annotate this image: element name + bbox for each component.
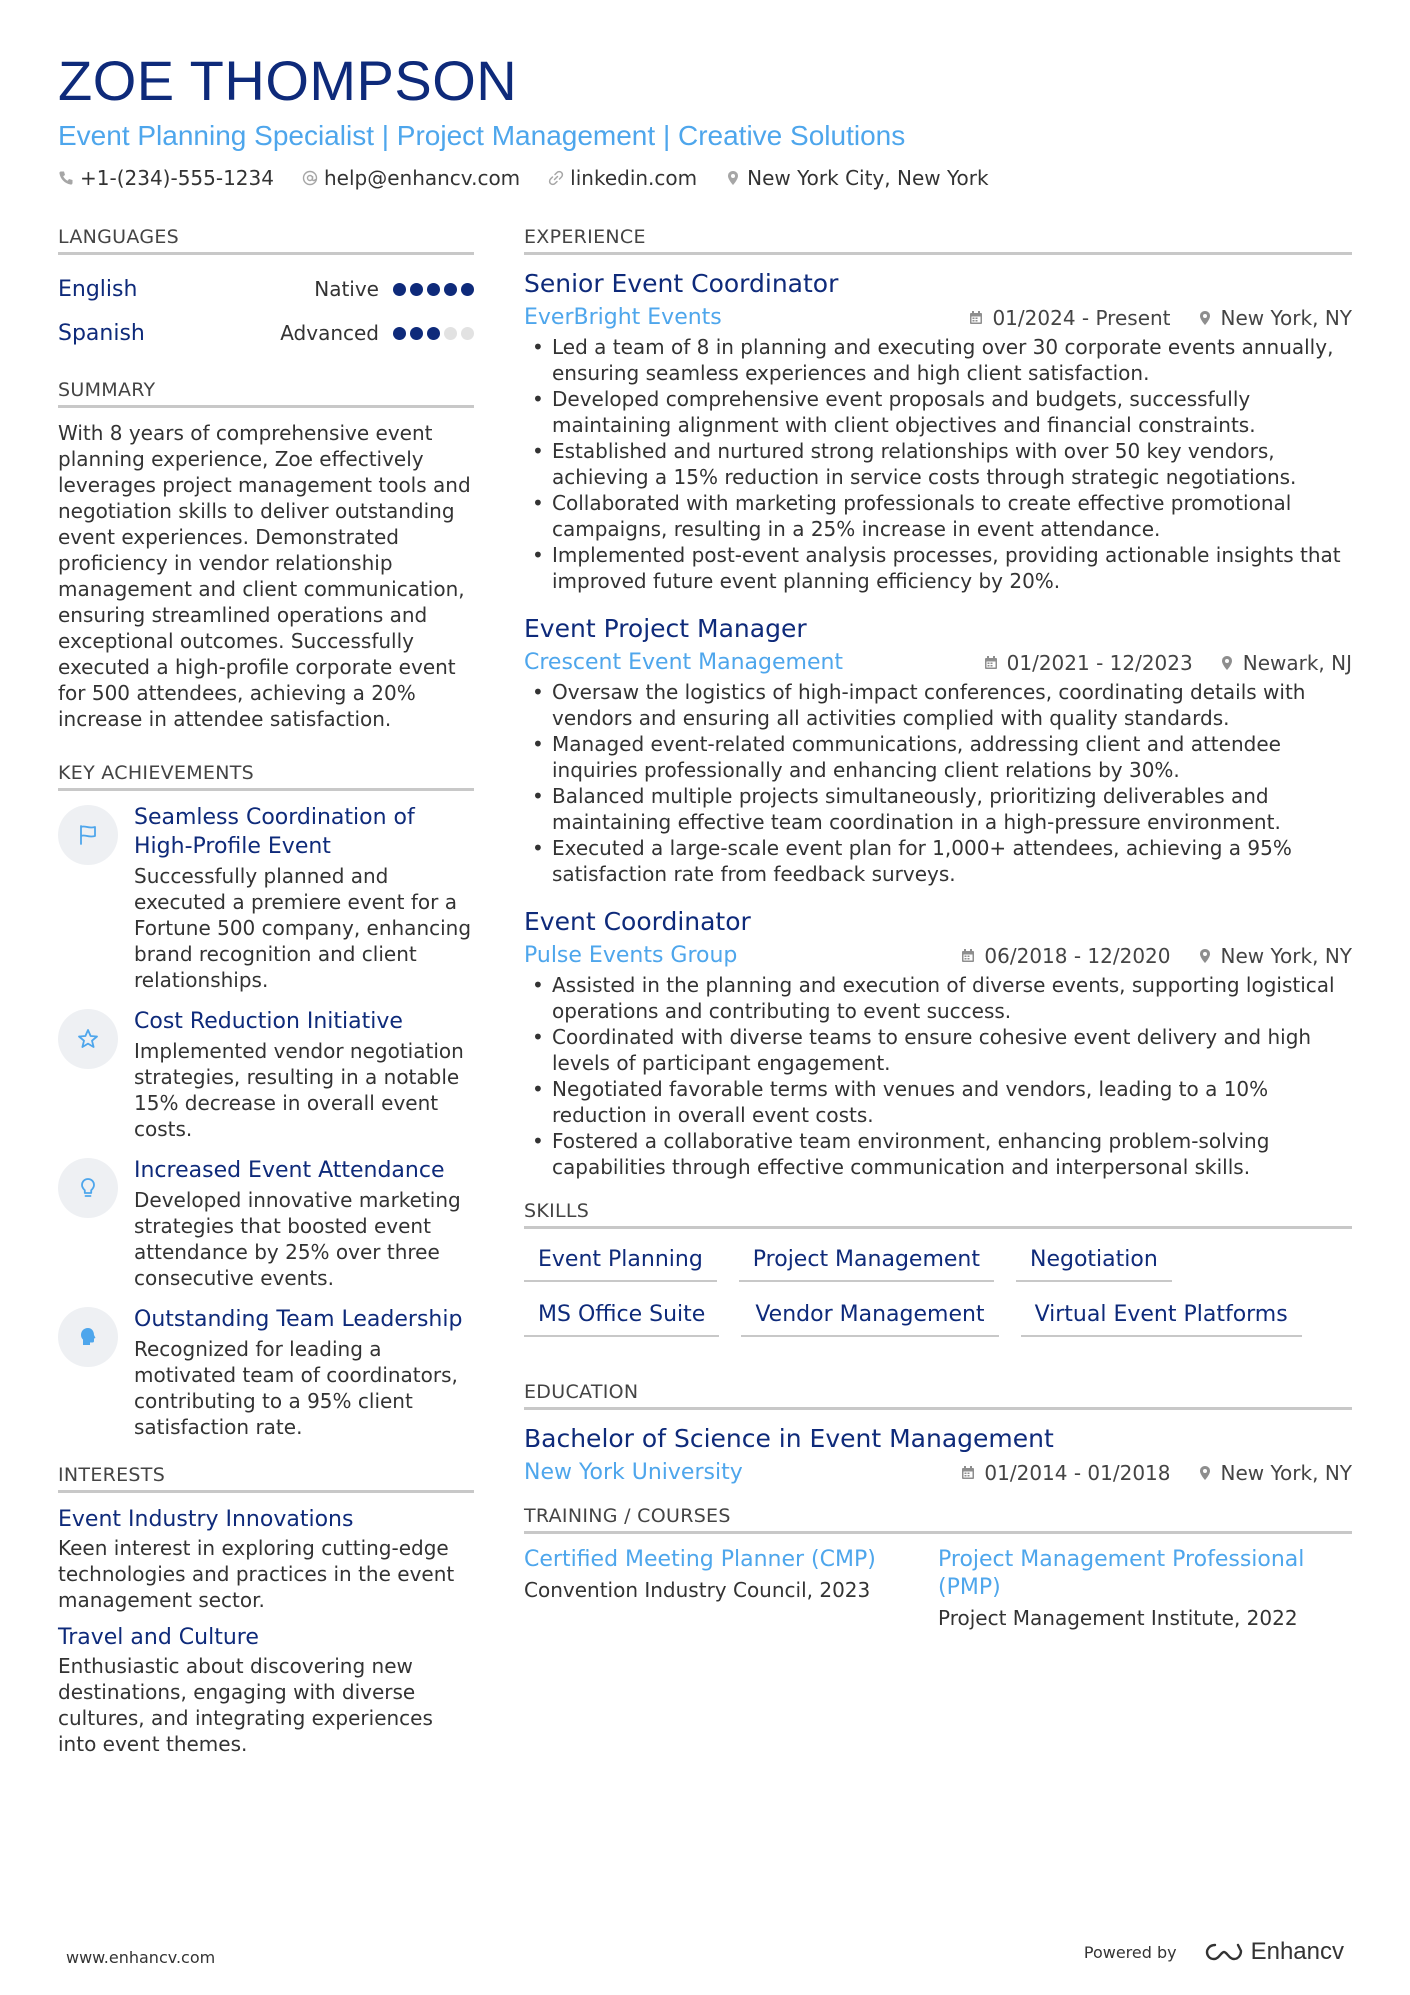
- job-bullet: • Oversaw the logistics of high-impact conferences, coordinating details with vendors and ensuring all activities complied with quality standards.: [524, 679, 1352, 731]
- education-dates: [960, 1461, 1170, 1485]
- proficiency-dot: [427, 327, 440, 340]
- interest-item: [58, 1623, 474, 1757]
- contact-location: [725, 166, 988, 190]
- proficiency-dot: [444, 327, 457, 340]
- achievement-item: [58, 1305, 474, 1440]
- interest-title: Travel and Culture: [58, 1625, 259, 1650]
- enhancv-logo[interactable]: [1205, 1938, 1344, 1966]
- location-pin-icon: [1197, 948, 1213, 964]
- job-bullet: • Assisted in the planning and execution of diverse events, supporting logistical operations and contributing to event success.: [524, 972, 1352, 1024]
- job-bullet: • Collaborated with marketing professionals to create effective promotional campaigns, resulting in a 25% increase in event attendance.: [524, 490, 1352, 542]
- enhancv-brand-text: Enhancv: [1250, 1938, 1344, 1965]
- language-row: [58, 267, 474, 311]
- experience-entry: [524, 267, 1352, 594]
- contact-email[interactable]: [302, 166, 520, 190]
- skill-tag: Project Management: [739, 1241, 994, 1282]
- achievement-item: [58, 1156, 474, 1291]
- job-bullet: • Negotiated favorable terms with venues and vendors, leading to a 10% reduction in overall event costs.: [524, 1076, 1352, 1128]
- headline: Event Planning Specialist | Project Management | Creative Solutions: [58, 120, 906, 151]
- job-dates-text: 01/2021 - 12/2023: [1006, 650, 1193, 675]
- interest-description: Keen interest in exploring cutting-edge technologies and practices in the event management sector.: [58, 1536, 455, 1612]
- skill-tag: Negotiation: [1016, 1241, 1172, 1282]
- proficiency-dot: [461, 327, 474, 340]
- achievement-body: [134, 1305, 474, 1440]
- job-bullet: • Established and nurtured strong relationships with over 50 key vendors, achieving a 15% reduction in service costs through strategic negotiations.: [524, 438, 1352, 490]
- job-bullet: • Fostered a collaborative team environment, enhancing problem-solving capabilities through effective communication and interpersonal skills.: [524, 1128, 1352, 1180]
- left-column: [58, 226, 474, 1767]
- star-icon: [58, 1009, 118, 1069]
- interests-heading: INTERESTS: [58, 1464, 474, 1493]
- job-title: Senior Event Coordinator: [524, 269, 839, 298]
- achievement-title: Outstanding Team Leadership: [134, 1307, 463, 1332]
- powered-by-text: Powered by: [1083, 1942, 1177, 1962]
- course-title: Project Management Professional (PMP): [938, 1547, 1305, 1600]
- job-dates: [968, 306, 1170, 330]
- job-location: [1219, 651, 1352, 675]
- training-heading: TRAINING / COURSES: [524, 1505, 1352, 1534]
- summary-text: With 8 years of comprehensive event planning experience, Zoe effectively leverages project management tools and negotiation skills to deliver outstanding event experiences. Demonstrated proficiency in vendor relationship management and client communication, ensuring streamlined operations and exceptional outcomes. Successfully executed a high-profile corporate event for 500 attendees, achieving a 20% increase in attendee satisfaction.: [58, 421, 471, 731]
- achievement-body: [134, 1156, 474, 1291]
- footer-branding: [1084, 1938, 1344, 1966]
- job-meta-details: [983, 651, 1352, 675]
- job-bullet: • Developed comprehensive event proposals and budgets, successfully maintaining alignment with client objectives and financial constraints.: [524, 386, 1352, 438]
- job-bullet: • Implemented post-event analysis processes, providing actionable insights that improved future event planning efficiency by 20%.: [524, 542, 1352, 594]
- job-bullet: • Managed event-related communications, addressing client and attendee inquiries professionally and enhancing client relations by 30%.: [524, 731, 1352, 783]
- achievements-heading: KEY ACHIEVEMENTS: [58, 762, 474, 791]
- education-entry: [524, 1422, 1352, 1485]
- course-provider: Convention Industry Council, 2023: [524, 1578, 871, 1602]
- achievement-description: Recognized for leading a motivated team of coordinators, contributing to a 95% client satisfaction rate.: [134, 1337, 458, 1439]
- proficiency-dot: [393, 283, 406, 296]
- achievement-title: Cost Reduction Initiative: [134, 1009, 403, 1034]
- footer-website[interactable]: www.enhancv.com: [66, 1948, 216, 1967]
- course-entry: [524, 1546, 938, 1630]
- interest-title: Event Industry Innovations: [58, 1507, 354, 1532]
- languages-heading: LANGUAGES: [58, 226, 474, 255]
- course-title: Certified Meeting Planner (CMP): [524, 1547, 876, 1572]
- location-pin-icon: [1197, 310, 1213, 326]
- education-location: [1197, 1461, 1352, 1485]
- enhancv-logo-icon: [1205, 1942, 1243, 1962]
- contact-linkedin[interactable]: [548, 166, 697, 190]
- at-icon: [302, 170, 318, 186]
- achievement-title: Increased Event Attendance: [134, 1158, 445, 1183]
- languages-list: [58, 267, 474, 355]
- education-heading: EDUCATION: [524, 1381, 1352, 1410]
- job-meta: [524, 305, 1352, 330]
- company-name: EverBright Events: [524, 305, 722, 330]
- link-icon: [548, 170, 564, 186]
- phone-text: +1-(234)-555-1234: [80, 166, 274, 190]
- interest-item: [58, 1505, 474, 1613]
- achievement-description: Implemented vendor negotiation strategies, resulting in a notable 15% decrease in overall event costs.: [134, 1039, 464, 1141]
- job-meta-details: [968, 306, 1352, 330]
- courses-list: [524, 1546, 1352, 1630]
- job-meta: [524, 943, 1352, 968]
- proficiency-dot: [461, 283, 474, 296]
- language-name: English: [58, 276, 138, 302]
- job-dates-text: 01/2024 - Present: [992, 305, 1171, 330]
- company-name: Crescent Event Management: [524, 650, 844, 675]
- company-name: Pulse Events Group: [524, 943, 738, 968]
- location-pin-icon: [725, 170, 741, 186]
- course-provider: Project Management Institute, 2022: [938, 1606, 1298, 1630]
- degree-title: Bachelor of Science in Event Management: [524, 1424, 1054, 1453]
- skill-tag: Virtual Event Platforms: [1021, 1296, 1302, 1337]
- job-dates-text: 06/2018 - 12/2020: [984, 943, 1171, 968]
- linkedin-link[interactable]: linkedin.com: [570, 166, 698, 190]
- proficiency-dots: [393, 283, 474, 296]
- skill-tag: Event Planning: [524, 1241, 717, 1282]
- language-level: Advanced: [280, 321, 379, 345]
- achievements-list: [58, 803, 474, 1440]
- candidate-name: ZOE THOMPSON: [58, 49, 518, 112]
- job-bullet: • Led a team of 8 in planning and executing over 30 corporate events annually, ensuring seamless experiences and high client satisfaction.: [524, 334, 1352, 386]
- achievement-item: [58, 1007, 474, 1142]
- achievement-body: [134, 803, 474, 993]
- job-location-text: New York, NY: [1220, 943, 1352, 968]
- location-pin-icon: [1197, 1465, 1213, 1481]
- achievement-description: Developed innovative marketing strategies that boosted event attendance by 25% over three consecutive events.: [134, 1188, 461, 1290]
- location-pin-icon: [1219, 655, 1235, 671]
- achievement-description: Successfully planned and executed a premiere event for a Fortune 500 company, enhancing brand recognition and client relationships.: [134, 864, 472, 992]
- flag-icon: [58, 805, 118, 865]
- job-bullet: • Coordinated with diverse teams to ensure cohesive event delivery and high levels of participant engagement.: [524, 1024, 1352, 1076]
- experience-entry: [524, 612, 1352, 887]
- lightbulb-icon: [58, 1158, 118, 1218]
- job-location: [1197, 306, 1352, 330]
- job-title: Event Project Manager: [524, 614, 807, 643]
- course-entry: [938, 1546, 1352, 1630]
- job-location-text: New York, NY: [1220, 305, 1352, 330]
- contact-bar: [58, 166, 1352, 190]
- job-bullet: • Balanced multiple projects simultaneously, prioritizing deliverables and maintaining effective team coordination in a high-pressure environment.: [524, 783, 1352, 835]
- proficiency-dots: [393, 327, 474, 340]
- education-location-text: New York, NY: [1220, 1460, 1352, 1485]
- job-bullets: [524, 334, 1352, 594]
- skill-tag: Vendor Management: [741, 1296, 998, 1337]
- job-dates: [960, 944, 1170, 968]
- job-meta-details: [960, 944, 1352, 968]
- proficiency-dot: [410, 283, 423, 296]
- skills-list: [524, 1241, 1352, 1337]
- education-dates-text: 01/2014 - 01/2018: [984, 1460, 1171, 1485]
- contact-phone: [58, 166, 274, 190]
- calendar-icon: [960, 1465, 976, 1481]
- language-name: Spanish: [58, 320, 145, 346]
- language-proficiency: [314, 277, 474, 301]
- calendar-icon: [960, 948, 976, 964]
- language-row: [58, 311, 474, 355]
- job-location: [1197, 944, 1352, 968]
- summary-heading: SUMMARY: [58, 379, 474, 408]
- interest-description: Enthusiastic about discovering new destinations, engaging with diverse cultures, and integrating experiences into event themes.: [58, 1654, 433, 1756]
- language-proficiency: [280, 321, 474, 345]
- job-bullets: [524, 972, 1352, 1180]
- achievement-item: [58, 803, 474, 993]
- interests-list: [58, 1505, 474, 1757]
- achievement-title: Seamless Coordination of High-Profile Event: [134, 805, 415, 859]
- right-column: [524, 226, 1352, 1767]
- job-meta: [524, 650, 1352, 675]
- head-icon: [58, 1307, 118, 1367]
- school-name: New York University: [524, 1460, 743, 1485]
- job-location-text: Newark, NJ: [1242, 650, 1352, 675]
- job-dates: [983, 651, 1193, 675]
- experience-entry: [524, 905, 1352, 1180]
- proficiency-dot: [444, 283, 457, 296]
- calendar-icon: [968, 310, 984, 326]
- phone-icon: [58, 170, 74, 186]
- achievement-body: [134, 1007, 474, 1142]
- experience-heading: EXPERIENCE: [524, 226, 1352, 255]
- skills-heading: SKILLS: [524, 1200, 1352, 1229]
- proficiency-dot: [410, 327, 423, 340]
- proficiency-dot: [427, 283, 440, 296]
- calendar-icon: [983, 655, 999, 671]
- job-bullets: [524, 679, 1352, 887]
- email-link[interactable]: help@enhancv.com: [323, 166, 521, 190]
- job-bullet: • Executed a large-scale event plan for 1,000+ attendees, achieving a 95% satisfaction rate from feedback surveys.: [524, 835, 1352, 887]
- skill-tag: MS Office Suite: [524, 1296, 719, 1337]
- location-text: New York City, New York: [747, 166, 989, 190]
- language-level: Native: [314, 277, 379, 301]
- job-title: Event Coordinator: [524, 907, 751, 936]
- proficiency-dot: [393, 327, 406, 340]
- experience-list: [524, 267, 1352, 1180]
